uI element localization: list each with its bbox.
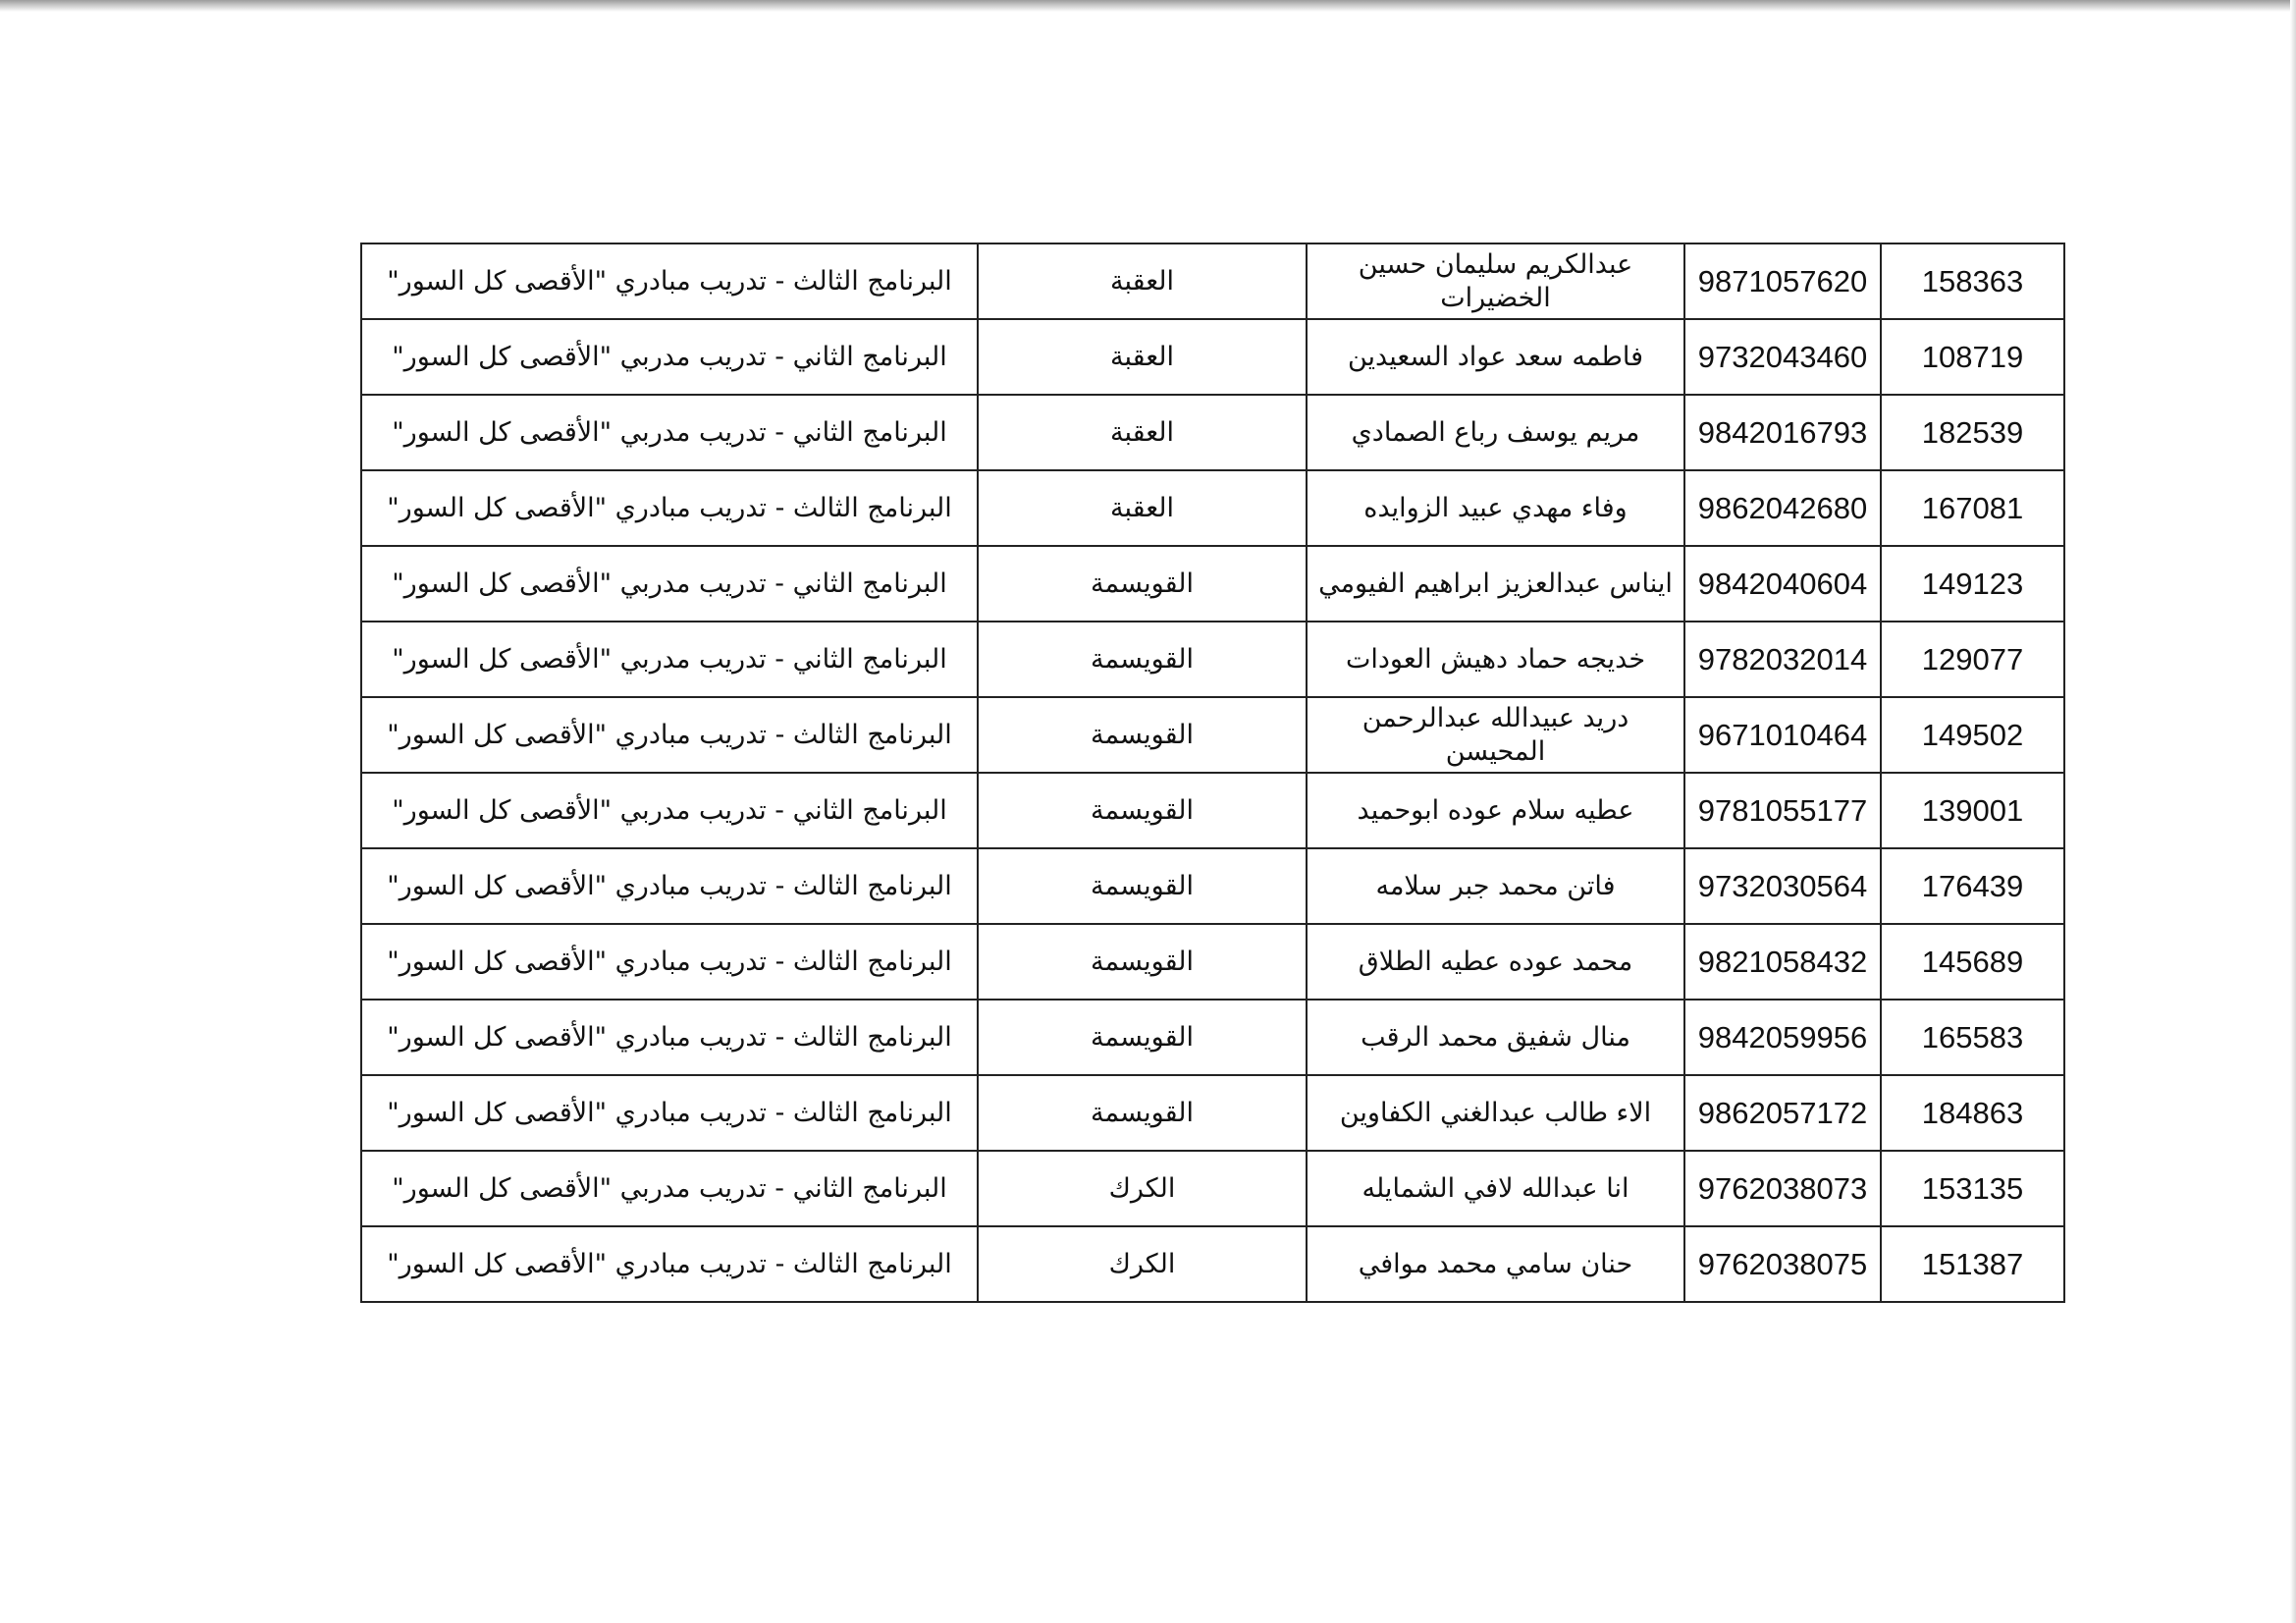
city-cell: القويسمة xyxy=(978,1075,1307,1151)
table-row xyxy=(361,848,2064,924)
city-cell: الكرك xyxy=(978,1226,1307,1302)
id-cell: 108719 xyxy=(1881,319,2064,395)
participants-table xyxy=(360,243,2065,1303)
name-cell: خديجه حماد دهيش العودات xyxy=(1307,622,1684,697)
id-cell: 151387 xyxy=(1881,1226,2064,1302)
city-cell: القويسمة xyxy=(978,622,1307,697)
id-cell: 129077 xyxy=(1881,622,2064,697)
national-number-cell: 9671010464 xyxy=(1684,697,1881,773)
id-cell: 149123 xyxy=(1881,546,2064,622)
id-cell: 145689 xyxy=(1881,924,2064,1000)
table-row xyxy=(361,319,2064,395)
city-cell: القويسمة xyxy=(978,546,1307,622)
table-row xyxy=(361,546,2064,622)
table-row xyxy=(361,1000,2064,1075)
table-row xyxy=(361,243,2064,319)
name-cell: مريم يوسف رباع الصمادي xyxy=(1307,395,1684,470)
id-cell: 182539 xyxy=(1881,395,2064,470)
program-cell: البرنامج الثالث - تدريب مبادري "الأقصى كل السور" xyxy=(361,243,978,319)
table-row xyxy=(361,924,2064,1000)
name-cell: فاطمه سعد عواد السعيدين xyxy=(1307,319,1684,395)
program-cell: البرنامج الثالث - تدريب مبادري "الأقصى كل السور" xyxy=(361,924,978,1000)
participants-table-body xyxy=(361,243,2064,1302)
program-cell: البرنامج الثاني - تدريب مدربي "الأقصى كل السور" xyxy=(361,395,978,470)
city-cell: العقبة xyxy=(978,319,1307,395)
table-row xyxy=(361,470,2064,546)
name-cell: عطيه سلام عوده ابوحميد xyxy=(1307,773,1684,848)
national-number-cell: 9862042680 xyxy=(1684,470,1881,546)
city-cell: العقبة xyxy=(978,395,1307,470)
program-cell: البرنامج الثاني - تدريب مدربي "الأقصى كل السور" xyxy=(361,622,978,697)
id-cell: 167081 xyxy=(1881,470,2064,546)
name-cell: الاء طالب عبدالغني الكفاوين xyxy=(1307,1075,1684,1151)
id-cell: 176439 xyxy=(1881,848,2064,924)
id-cell: 165583 xyxy=(1881,1000,2064,1075)
id-cell: 158363 xyxy=(1881,243,2064,319)
national-number-cell: 9842040604 xyxy=(1684,546,1881,622)
name-cell: انا عبدالله لافي الشمايله xyxy=(1307,1151,1684,1226)
city-cell: العقبة xyxy=(978,470,1307,546)
program-cell: البرنامج الثاني - تدريب مدربي "الأقصى كل السور" xyxy=(361,1151,978,1226)
city-cell: القويسمة xyxy=(978,773,1307,848)
program-cell: البرنامج الثاني - تدريب مدربي "الأقصى كل السور" xyxy=(361,319,978,395)
table-row xyxy=(361,395,2064,470)
scan-top-edge xyxy=(0,0,2296,12)
id-cell: 153135 xyxy=(1881,1151,2064,1226)
program-cell: البرنامج الثاني - تدريب مدربي "الأقصى كل السور" xyxy=(361,773,978,848)
national-number-cell: 9871057620 xyxy=(1684,243,1881,319)
national-number-cell: 9782032014 xyxy=(1684,622,1881,697)
program-cell: البرنامج الثاني - تدريب مدربي "الأقصى كل السور" xyxy=(361,546,978,622)
city-cell: الكرك xyxy=(978,1151,1307,1226)
name-cell: دريد عبيدالله عبدالرحمن المحيسن xyxy=(1307,697,1684,773)
national-number-cell: 9781055177 xyxy=(1684,773,1881,848)
program-cell: البرنامج الثالث - تدريب مبادري "الأقصى كل السور" xyxy=(361,1075,978,1151)
table-row xyxy=(361,1075,2064,1151)
table-row xyxy=(361,1151,2064,1226)
name-cell: عبدالكريم سليمان حسين الخضيرات xyxy=(1307,243,1684,319)
program-cell: البرنامج الثالث - تدريب مبادري "الأقصى كل السور" xyxy=(361,697,978,773)
name-cell: منال شفيق محمد الرقب xyxy=(1307,1000,1684,1075)
table-row xyxy=(361,697,2064,773)
national-number-cell: 9762038075 xyxy=(1684,1226,1881,1302)
program-cell: البرنامج الثالث - تدريب مبادري "الأقصى كل السور" xyxy=(361,1000,978,1075)
id-cell: 184863 xyxy=(1881,1075,2064,1151)
table-row xyxy=(361,622,2064,697)
national-number-cell: 9842016793 xyxy=(1684,395,1881,470)
national-number-cell: 9732030564 xyxy=(1684,848,1881,924)
name-cell: محمد عوده عطيه الطلاق xyxy=(1307,924,1684,1000)
national-number-cell: 9762038073 xyxy=(1684,1151,1881,1226)
city-cell: القويسمة xyxy=(978,848,1307,924)
id-cell: 149502 xyxy=(1881,697,2064,773)
program-cell: البرنامج الثالث - تدريب مبادري "الأقصى كل السور" xyxy=(361,470,978,546)
city-cell: القويسمة xyxy=(978,924,1307,1000)
city-cell: القويسمة xyxy=(978,697,1307,773)
national-number-cell: 9821058432 xyxy=(1684,924,1881,1000)
city-cell: القويسمة xyxy=(978,1000,1307,1075)
program-cell: البرنامج الثالث - تدريب مبادري "الأقصى كل السور" xyxy=(361,1226,978,1302)
program-cell: البرنامج الثالث - تدريب مبادري "الأقصى كل السور" xyxy=(361,848,978,924)
name-cell: حنان سامي محمد موافي xyxy=(1307,1226,1684,1302)
table-row xyxy=(361,773,2064,848)
national-number-cell: 9862057172 xyxy=(1684,1075,1881,1151)
name-cell: فاتن محمد جبر سلامه xyxy=(1307,848,1684,924)
national-number-cell: 9732043460 xyxy=(1684,319,1881,395)
id-cell: 139001 xyxy=(1881,773,2064,848)
name-cell: وفاء مهدي عبيد الزوايده xyxy=(1307,470,1684,546)
table-row xyxy=(361,1226,2064,1302)
scan-right-edge xyxy=(2290,0,2296,1623)
national-number-cell: 9842059956 xyxy=(1684,1000,1881,1075)
city-cell: العقبة xyxy=(978,243,1307,319)
name-cell: ايناس عبدالعزيز ابراهيم الفيومي xyxy=(1307,546,1684,622)
